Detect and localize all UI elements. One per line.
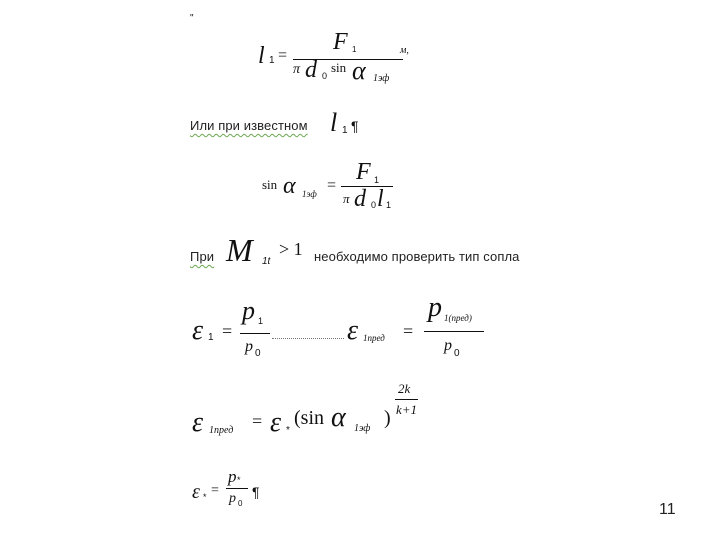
eq4-eps-star: ε: [270, 407, 282, 438]
line3-comparison: > 1: [279, 239, 303, 259]
eq3-equals2: =: [403, 321, 414, 341]
eq4-exp-den: k+1: [396, 402, 418, 417]
eq3-den: p: [245, 338, 253, 355]
eq3-den-sub: 0: [255, 348, 261, 359]
eq1-equals: =: [278, 47, 288, 64]
eq4-eps-sub: 1пред: [209, 425, 234, 436]
eq1-unit: м,: [400, 45, 409, 56]
eq4-alpha-sub: 1эф: [354, 423, 371, 434]
eq1-den-pi: π: [293, 62, 301, 77]
eq1-den-d-sub: 0: [322, 71, 328, 81]
eq1-num: F: [333, 29, 348, 55]
line2-text: Или при известном: [190, 118, 308, 133]
eq1-den-alpha-sub: 1эф: [373, 73, 390, 84]
eq3-equals: =: [222, 321, 233, 341]
eq1-lhs: l: [258, 43, 265, 69]
eq1-den-sin: sin: [331, 60, 347, 75]
page-number: 11: [659, 501, 676, 518]
eq1-den-alpha: α: [352, 56, 366, 85]
eq2-den-l: l: [377, 186, 384, 212]
eq3-den2: p: [444, 337, 452, 354]
eq2-den-pi: π: [343, 191, 350, 206]
eq2-num-sub: 1: [374, 175, 380, 185]
eq4-alpha: α: [331, 402, 346, 433]
line3-var: M: [226, 232, 253, 268]
eq3-num2-sub: 1(пред): [444, 313, 472, 323]
eq5-equals: =: [211, 483, 219, 498]
eq3-tab-leader: [272, 338, 344, 339]
eq2-num: F: [356, 159, 371, 185]
eq1-num-sub: 1: [352, 45, 357, 54]
paragraph-mark-2: ¶: [252, 484, 260, 500]
eq2-den-d-sub: 0: [371, 200, 377, 210]
eq2-den-d: d: [354, 186, 366, 212]
eq5-num: p: [228, 467, 237, 486]
line3-var-sub: 1t: [262, 256, 271, 267]
eq4-paren-open: (sin: [294, 407, 324, 429]
eq2-sin: sin: [262, 177, 278, 192]
eq2-alpha-sub: 1эф: [302, 189, 317, 199]
eq4-exp-num: 2k: [398, 381, 411, 396]
eq2-fraction-bar: [341, 186, 393, 187]
eq5-fraction-bar: [226, 488, 248, 489]
eq4-paren-close: ): [384, 407, 391, 429]
eq1-den-d: d: [305, 57, 317, 83]
eq3-eps-sub: 1: [208, 332, 214, 343]
eq2-alpha: α: [283, 173, 296, 199]
eq3-num2: p: [428, 292, 442, 323]
eq3-eps: ε: [192, 315, 204, 346]
eq5-eps: ε: [192, 481, 200, 503]
eq2-den-l-sub: 1: [386, 200, 392, 210]
eq5-den-sub: 0: [238, 499, 243, 508]
eq5-eps-sub: *: [203, 492, 207, 502]
top-mark: ": [190, 13, 194, 24]
eq2-equals: =: [327, 177, 337, 194]
eq3-num: p: [242, 296, 255, 325]
eq1-lhs-sub: 1: [269, 55, 275, 66]
line2-var: l: [330, 108, 338, 137]
eq4-eps: ε: [192, 407, 204, 438]
eq3-fraction-bar: [240, 333, 270, 334]
line2-var-sub: 1: [342, 125, 348, 136]
line3-prefix: При: [190, 249, 215, 264]
eq5-den: p: [229, 491, 236, 506]
eq3-num-sub: 1: [258, 316, 264, 326]
eq3-fraction-bar2: [424, 331, 484, 332]
eq4-equals: =: [252, 411, 263, 431]
eq3-den2-sub: 0: [454, 348, 460, 359]
eq3-eps2-sub: 1пред: [363, 333, 385, 343]
eq3-eps2: ε: [347, 315, 359, 346]
eq4-eps-star-sub: *: [286, 425, 290, 436]
eq4-exp-bar: [395, 399, 418, 400]
paragraph-mark-1: ¶: [351, 118, 359, 134]
eq5-num-sub: *: [237, 475, 241, 485]
line3-text: необходимо проверить тип сопла: [314, 249, 520, 264]
